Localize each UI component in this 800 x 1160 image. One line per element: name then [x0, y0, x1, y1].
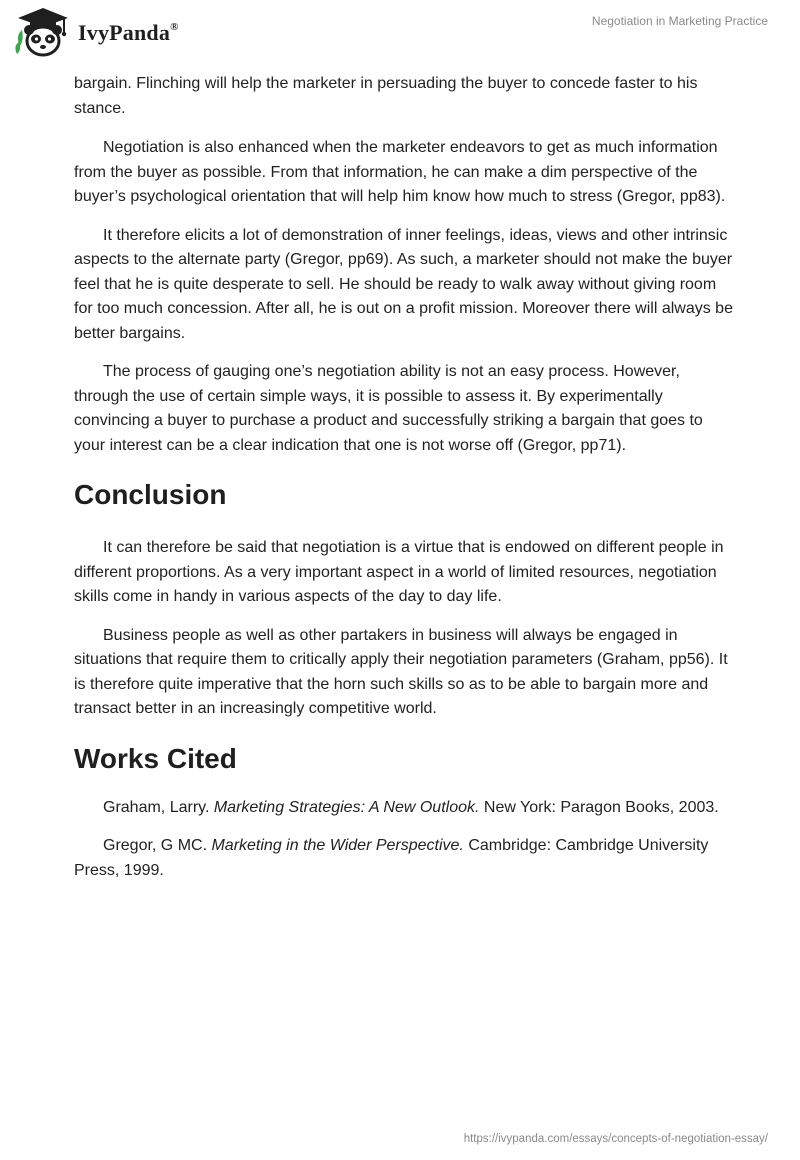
- citation-entry: Gregor, G MC. Marketing in the Wider Perspective. Cambridge: Cambridge University Press, 1999.: [74, 837, 709, 879]
- conclusion-paragraph: It can therefore be said that negotiation is a virtue that is endowed on different people in different proportions. As a very important aspect in a world of limited resources, negotiation skills come in handy in various aspects of the day to day life.: [74, 539, 724, 605]
- ivypanda-logo[interactable]: [14, 6, 179, 58]
- body-paragraph: Negotiation is also enhanced when the marketer endeavors to get as much information from the buyer as possible. From that information, he can make a dim perspective of the buyer’s psychological orientation that will help him know how much to stress (Gregor, pp83).: [74, 139, 726, 205]
- page-header: [0, 0, 800, 64]
- source-url[interactable]: https://ivypanda.com/essays/concepts-of-negotiation-essay/: [463, 1133, 768, 1145]
- body-paragraph: bargain. Flinching will help the marketer in persuading the buyer to concede faster to his stance.: [74, 75, 698, 117]
- conclusion-heading: Conclusion: [74, 479, 227, 510]
- works-cited-heading: Works Cited: [74, 742, 237, 774]
- conclusion-paragraph: Business people as well as other partakers in business will always be engaged in situations that require them to critically apply their negotiation parameters (Graham, pp56). It is therefore quite imperative that the horn such skills so as to be able to bargain more and transact better in an increasingly competitive world.: [74, 626, 728, 717]
- logo-text: IvyPanda®: [78, 20, 179, 45]
- body-paragraph: The process of gauging one’s negotiation ability is not an easy process. However, through the use of certain simple ways, it is possible to assess it. By experimentally convincing a buyer to purchase a product and successfully striking a bargain that goes to your interest can be a clear indication that one is not worse off (Gregor, pp71).: [74, 363, 703, 454]
- panda-logo-icon: [14, 6, 72, 58]
- essay-content: [74, 72, 734, 897]
- document-title: Negotiation in Marketing Practice: [591, 14, 768, 28]
- citation-entry: Graham, Larry. Marketing Strategies: A New Outlook. New York: Paragon Books, 2003.: [103, 798, 719, 816]
- body-paragraph: It therefore elicits a lot of demonstration of inner feelings, ideas, views and other intrinsic aspects to the alternate party (Gregor, pp69). As such, a marketer should not make the buyer feel that he is quite desperate to sell. He should be ready to walk away without giving room for too much concession. After all, he is out on a profit mission. Moreover there will always be better bargains.: [74, 226, 733, 342]
